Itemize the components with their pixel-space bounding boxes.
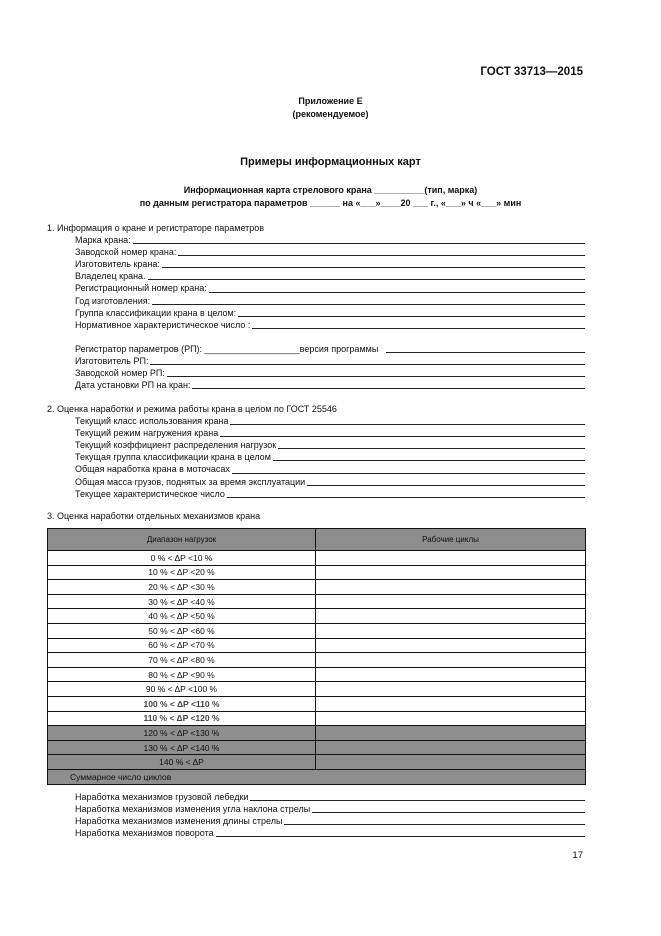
form-field[interactable] (47, 427, 585, 439)
field-blank[interactable] (152, 304, 585, 305)
load-range-cell: 30 % < ΔP <40 % (48, 594, 316, 609)
header-work-cycles: Рабочие циклы (316, 529, 586, 551)
field-label: Наработка механизмов грузовой лебедки (75, 792, 249, 802)
field-blank[interactable] (284, 824, 585, 825)
table-row (48, 740, 586, 755)
work-cycles-cell[interactable] (316, 682, 586, 697)
main-title: Примеры информационных карт (240, 156, 421, 168)
field-blank[interactable] (209, 292, 585, 293)
field-rp[interactable]: Регистратор параметров (РП): ___________________ версия программы (47, 343, 585, 355)
field-blank[interactable] (278, 448, 585, 449)
load-range-cell: 10 % < ΔP <20 % (48, 565, 316, 580)
form-field[interactable] (47, 827, 585, 839)
field-blank[interactable] (307, 485, 585, 486)
table-row (48, 682, 586, 697)
load-range-cell: 100 % < ΔP <110 % (48, 696, 316, 711)
load-range-cell: 70 % < ΔP <80 % (48, 653, 316, 668)
work-cycles-cell[interactable] (316, 726, 586, 741)
work-cycles-cell[interactable] (316, 653, 586, 668)
page-number: 17 (572, 850, 583, 861)
field-blank[interactable] (312, 812, 585, 813)
load-range-cell: 50 % < ΔP <60 % (48, 623, 316, 638)
section-1 (47, 222, 585, 391)
field-blank[interactable] (178, 255, 585, 256)
form-field[interactable] (47, 367, 585, 379)
load-range-cell: 140 % < ΔP (48, 755, 316, 770)
field-blank[interactable] (162, 267, 585, 268)
field-label: Наработка механизмов изменения длины стрелы (75, 816, 283, 827)
field-blank[interactable] (220, 436, 585, 437)
field-blank[interactable] (273, 460, 585, 461)
load-range-cell: 90 % < ΔP <100 % (48, 682, 316, 697)
form-field[interactable] (47, 476, 585, 488)
mechanism-items (47, 791, 585, 839)
work-cycles-cell[interactable] (316, 580, 586, 595)
field-label: Текущий режим нагружения крана (75, 428, 219, 439)
field-label: Нормативное характеристическое число : (75, 319, 251, 330)
summary-cell: Суммарное число циклов (48, 769, 586, 784)
field-label: Заводской номер крана: (75, 247, 177, 258)
field-label: Текущее характеристическое число (75, 488, 225, 499)
table-row (48, 609, 586, 624)
field-blank[interactable] (252, 328, 585, 329)
field-label: Группа классификации крана в целом: (75, 307, 237, 318)
work-cycles-cell[interactable] (316, 667, 586, 682)
field-blank[interactable] (150, 364, 585, 365)
field-label: Текущая группа классификации крана в целом (75, 452, 271, 463)
form-field[interactable] (47, 379, 585, 391)
field-label: Общая масса грузов, поднятых за время эксплуатации (75, 476, 306, 487)
table-header (48, 529, 586, 551)
field-label: Изготовитель крана: (75, 259, 160, 270)
field-label: Год изготовления: (75, 295, 151, 306)
form-field[interactable] (47, 439, 585, 451)
load-range-table (47, 528, 586, 785)
load-range-cell: 0 % < ΔP <10 % (48, 551, 316, 566)
load-range-cell: 40 % < ΔP <50 % (48, 609, 316, 624)
field-label: Заводской номер РП: (75, 368, 165, 379)
form-field[interactable] (47, 355, 585, 367)
load-range-cell: 130 % < ΔP <140 % (48, 740, 316, 755)
field-blank[interactable] (227, 497, 585, 498)
field-label: Текущий класс использования крана (75, 416, 229, 427)
work-cycles-cell[interactable] (316, 594, 586, 609)
table-row (48, 755, 586, 770)
summary-row (48, 769, 586, 784)
field-label: Изготовитель РП: (75, 356, 149, 367)
work-cycles-cell[interactable] (316, 755, 586, 770)
section-3-heading: 3. Оценка наработки отдельных механизмов крана (47, 511, 261, 521)
table-row (48, 696, 586, 711)
field-label: Наработка механизмов изменения угла наклона стрелы (75, 804, 311, 815)
work-cycles-cell[interactable] (316, 696, 586, 711)
load-range-cell: 110 % < ΔP <120 % (48, 711, 316, 726)
form-field[interactable] (47, 791, 585, 803)
field-blank[interactable] (148, 279, 585, 280)
header-load-range: Диапазон нагрузок (48, 529, 316, 551)
form-field[interactable] (47, 451, 585, 463)
field-blank[interactable] (133, 243, 585, 244)
form-field[interactable] (47, 246, 585, 258)
section-3 (47, 510, 585, 522)
field-label: Общая наработка крана в моточасах (75, 464, 230, 475)
appendix-note: (рекомендуемое) (292, 109, 369, 119)
form-field[interactable] (47, 463, 585, 475)
table-row (48, 667, 586, 682)
card-title-line2: по данным регистратора параметров ______ на «___»____20 ___ г., «___» ч «___» мин (139, 198, 522, 208)
field-blank[interactable] (230, 424, 585, 425)
form-field[interactable] (47, 258, 585, 270)
form-field[interactable] (47, 415, 585, 427)
field-blank[interactable] (250, 800, 585, 801)
card-title-line1: Информационная карта стрелового крана __________(тип, марка) (183, 185, 478, 195)
load-range-cell: 120 % < ΔP <130 % (48, 726, 316, 741)
table-row (48, 638, 586, 653)
table-row (48, 580, 586, 595)
form-field[interactable] (47, 295, 585, 307)
field-blank[interactable] (167, 376, 585, 377)
appendix-title: Приложение Е (298, 96, 363, 106)
load-range-cell: 60 % < ΔP <70 % (48, 638, 316, 653)
standard-number: ГОСТ 33713—2015 (480, 66, 583, 78)
field-blank[interactable] (238, 316, 585, 317)
form-field[interactable] (47, 319, 585, 331)
field-label: Текущий коэффициент распределения нагрузок (75, 440, 277, 451)
table-row (48, 623, 586, 638)
work-cycles-cell[interactable] (316, 609, 586, 624)
table-row (48, 565, 586, 580)
table-row (48, 594, 586, 609)
table-row (48, 653, 586, 668)
form-field[interactable] (47, 270, 585, 282)
field-label: Дата установки РП на кран: (75, 380, 191, 391)
work-cycles-cell[interactable] (316, 740, 586, 755)
form-field[interactable] (47, 815, 585, 827)
form-field[interactable] (47, 234, 585, 246)
table-row (48, 551, 586, 566)
table-row (48, 726, 586, 741)
form-field[interactable] (47, 488, 585, 500)
field-blank[interactable] (192, 388, 585, 389)
work-cycles-cell[interactable] (316, 638, 586, 653)
load-range-cell: 20 % < ΔP <30 % (48, 580, 316, 595)
section-2 (47, 403, 585, 500)
field-label: Марка крана: (75, 235, 131, 246)
form-field[interactable] (47, 282, 585, 294)
field-label: Владелец крана. (75, 271, 146, 282)
field-blank[interactable] (232, 473, 585, 474)
section-2-heading: 2. Оценка наработки и режима работы крана в целом по ГОСТ 25546 (47, 404, 337, 414)
work-cycles-cell[interactable] (316, 551, 586, 566)
load-range-cell: 80 % < ΔP <90 % (48, 667, 316, 682)
form-field[interactable] (47, 803, 585, 815)
field-label: Регистрационный номер крана: (75, 283, 207, 294)
work-cycles-cell[interactable] (316, 711, 586, 726)
form-field[interactable] (47, 307, 585, 319)
work-cycles-cell[interactable] (316, 623, 586, 638)
section-1-heading: 1. Информация о кране и регистраторе параметров (47, 223, 265, 233)
field-blank[interactable] (216, 836, 585, 837)
work-cycles-cell[interactable] (316, 565, 586, 580)
table-row (48, 711, 586, 726)
field-label: Наработка механизмов поворота (75, 828, 214, 839)
